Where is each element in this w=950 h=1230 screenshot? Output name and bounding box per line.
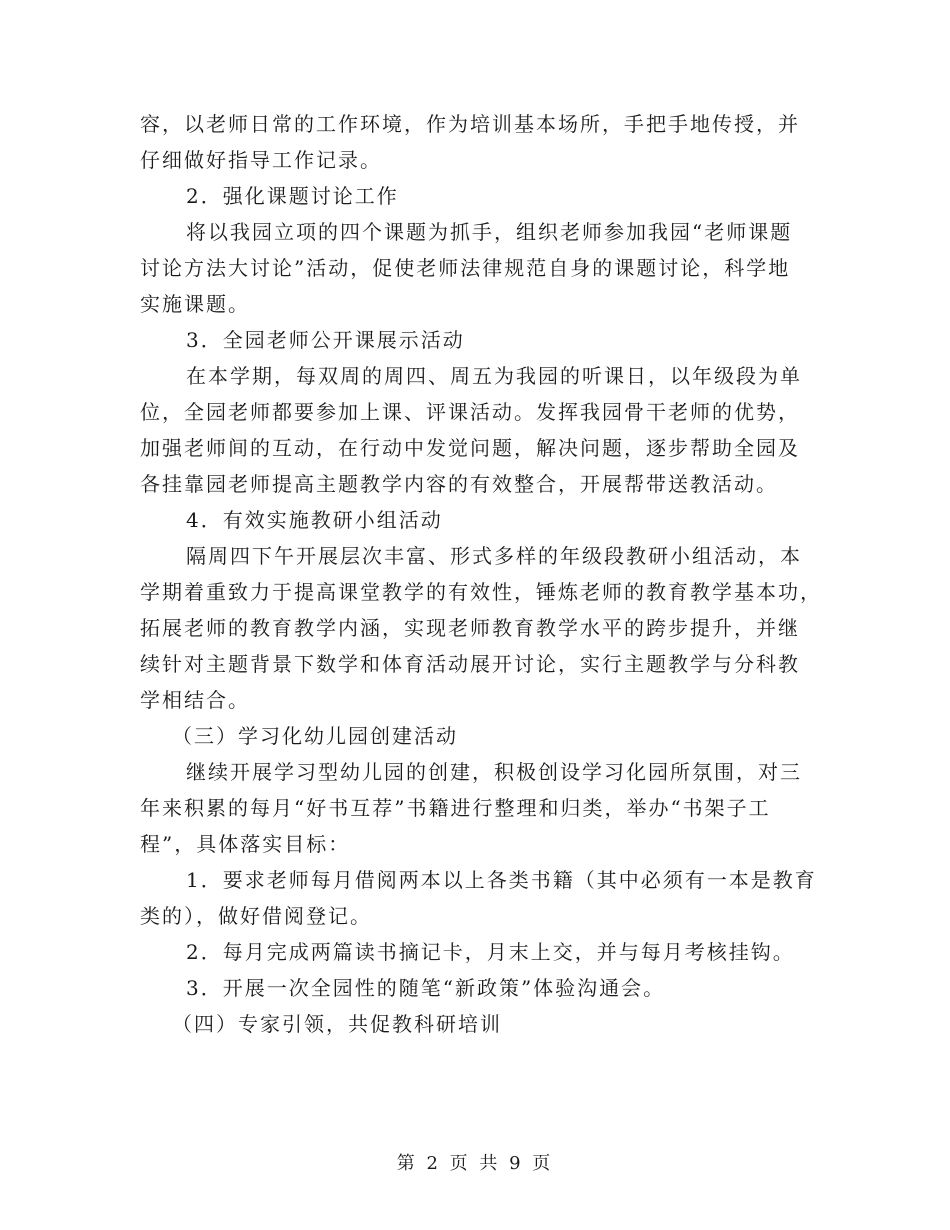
text-line: （三）学习化幼儿园创建活动 <box>172 724 458 748</box>
page-footer: 第 2 页 共 9 页 <box>396 1153 554 1174</box>
text-line: 续针对主题背景下数学和体育活动展开讨论，实行主题教学与分科教 <box>140 652 800 676</box>
text-line: 程”，具体落实目标： <box>140 832 351 856</box>
text-line: （四）专家引领，共促教科研培训 <box>172 1012 502 1036</box>
text-line: 学相结合。 <box>140 688 250 712</box>
text-line: 各挂靠园老师提高主题教学内容的有效整合，开展帮带送教活动。 <box>140 472 778 496</box>
text-line: 2．每月完成两篇读书摘记卡，月末上交，并与每月考核挂钩。 <box>186 940 795 964</box>
text-line: 年来积累的每月“好书互荐”书籍进行整理和归类，举办“书架子工 <box>140 796 771 820</box>
document-body <box>140 106 820 1042</box>
text-line: 加强老师间的互动，在行动中发觉问题，解决问题，逐步帮助全园及 <box>140 436 800 460</box>
text-line: 4．有效实施教研小组活动 <box>186 508 443 532</box>
text-line: 拓展老师的教育教学内涵，实现老师教育教学水平的跨步提升，并继 <box>140 616 800 640</box>
text-line: 仔细做好指导工作记录。 <box>140 148 382 172</box>
text-line: 位，全园老师都要参加上课、评课活动。发挥我园骨干老师的优势， <box>140 400 800 424</box>
text-line: 在本学期，每双周的周四、周五为我园的听课日，以年级段为单 <box>186 364 802 388</box>
text-line: 将以我园立项的四个课题为抓手，组织老师参加我园“老师课题 <box>186 220 793 244</box>
text-line: 继续开展学习型幼儿园的创建，积极创设学习化园所氛围，对三 <box>186 760 802 784</box>
text-line: 讨论方法大讨论”活动，促使老师法律规范自身的课题讨论，科学地 <box>140 256 791 280</box>
text-line: 2．强化课题讨论工作 <box>186 184 399 208</box>
text-line: 类的），做好借阅登记。 <box>140 904 372 928</box>
text-line: 实施课题。 <box>140 292 250 316</box>
text-line: 学期着重致力于提高课堂教学的有效性，锤炼老师的教育教学基本功， <box>140 580 822 604</box>
text-line: 1．要求老师每月借阅两本以上各类书籍（其中必须有一本是教育 <box>186 868 817 892</box>
text-line: 隔周四下午开展层次丰富、形式多样的年级段教研小组活动，本 <box>186 544 802 568</box>
text-line: 3．开展一次全园性的随笔“新政策”体验沟通会。 <box>186 976 666 1000</box>
text-line: 3．全园老师公开课展示活动 <box>186 328 465 352</box>
text-line: 容，以老师日常的工作环境，作为培训基本场所，手把手地传授，并 <box>140 112 800 136</box>
